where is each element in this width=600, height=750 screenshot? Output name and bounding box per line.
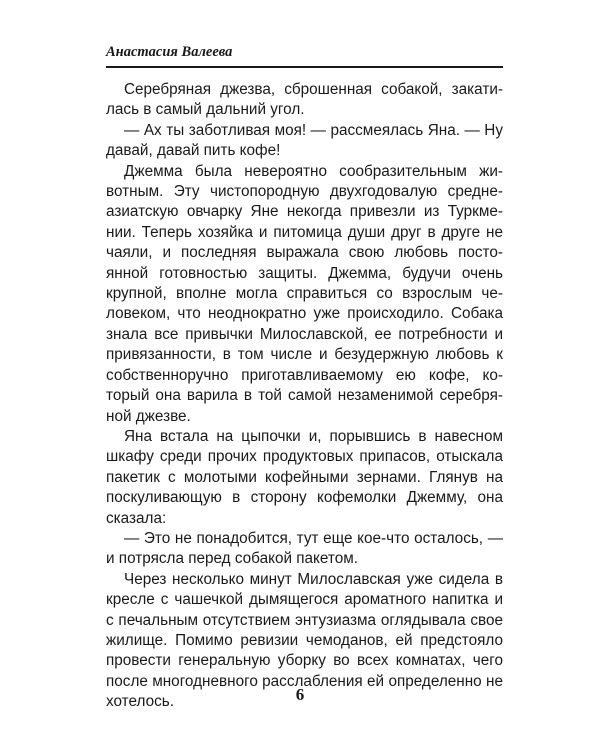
body-text [106,80,503,713]
page-number: 6 [295,685,305,704]
paragraph: — Ах ты заботливая моя! — рассмеялась Яна. — Ну давай, давай пить кофе! [106,121,503,160]
paragraph: Яна встала на цыпочки и, порывшись в навесном шкафу среди прочих продуктовых припасов, отыскала пакетик с молотыми кофейными зернами. Глянув на поскуливающую в сторону кофемолки Джемму, она сказала: [106,427,503,527]
paragraph: Через несколько минут Милославская уже сидела в кресле с чашечкой дымящегося ароматного напитка и с печальным отсутствием энтузиазма оглядывала свое жилище. Помимо ревизии чемоданов, ей предстояло провести генеральную уборку во всех комнатах, чего после многодневного расслабления ей определенно не хотелось. [106,570,503,711]
paragraph: Джемма была невероятно сообразительным животным. Эту чистопородную двухгодовалую среднеазиатскую овчарку Яне некогда привезли из Туркмении. Теперь хозяйка и питомица души друг в друге не чаяли, и последняя выражала свою любовь постоянной готовностью защиты. Джемма, будучи очень крупной, вполне могла справиться со взрослым человеком, что неоднократно уже происходило. Собака знала все привычки Милославской, ее потребности и привязанности, в том числе и безудержную любовь к собственноручно приготавливаемому ею кофе, который она варила в той самой незаменимой серебряной джезве. [106,162,503,425]
paragraph: — Это не понадобится, тут еще кое-что осталось, — и потрясла перед собакой пакетом. [106,529,503,568]
paragraph: Серебряная джезва, сброшенная собакой, закатилась в самый дальний угол. [106,81,503,119]
header-rule [106,66,503,68]
running-head-author: Анастасия Валеева [106,44,233,60]
